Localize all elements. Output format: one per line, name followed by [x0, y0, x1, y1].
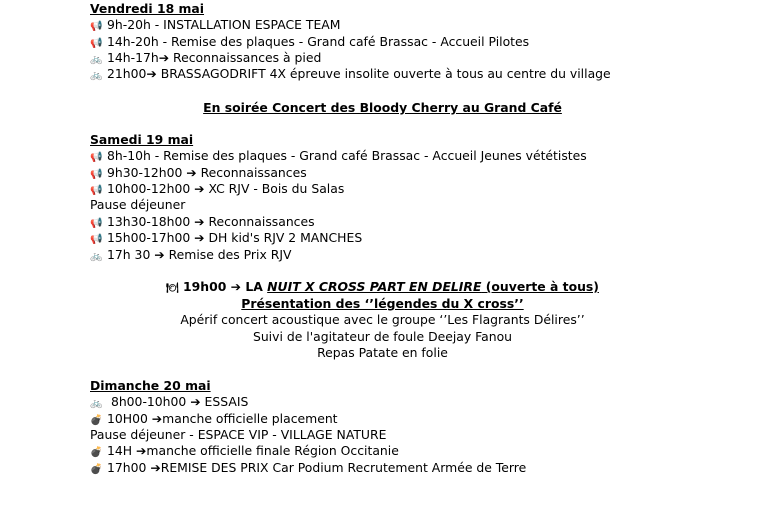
schedule-item	[90, 165, 307, 181]
megaphone-icon: 📢	[90, 38, 103, 49]
schedule-item-text: 8h-10h - Remise des plaques - Grand café Brassac - Accueil Jeunes vététistes	[107, 148, 587, 163]
schedule-item-text: 9h-20h - INSTALLATION ESPACE TEAM	[107, 17, 341, 32]
schedule-item	[90, 460, 526, 476]
plate-icon: 🍽	[166, 283, 179, 294]
megaphone-icon: 📢	[90, 21, 103, 32]
schedule-item	[90, 17, 340, 33]
bomb-icon: 💣	[90, 415, 103, 426]
schedule-item-text: 21h00➔ BRASSAGODRIFT 4X épreuve insolite ouverte à tous au centre du village	[107, 66, 611, 81]
bicycle-icon: 🚲	[90, 251, 103, 262]
schedule-item	[90, 181, 344, 197]
megaphone-icon: 📢	[90, 185, 103, 196]
night-event-title	[0, 279, 765, 295]
night-event-suffix: (ouverte à tous)	[481, 279, 599, 294]
schedule-item	[90, 247, 291, 263]
schedule-item	[90, 197, 185, 213]
night-event-line: Suivi de l'agitateur de foule Deejay Fanou	[252, 329, 513, 344]
night-event-line: Apérif concert acoustique avec le groupe ‘’Les Flagrants Délires’’	[180, 312, 585, 327]
schedule-item-text: 14h-17h➔ Reconnaissances à pied	[107, 50, 322, 65]
schedule-item-text: 17h00 ➔REMISE DES PRIX Car Podium Recrutement Armée de Terre	[107, 460, 527, 475]
bicycle-icon: 🚲	[90, 70, 103, 81]
bomb-icon: 💣	[90, 464, 103, 475]
sunday-heading: Dimanche 20 mai	[90, 378, 211, 393]
schedule-item-text: 9h30-12h00 ➔ Reconnaissances	[107, 165, 307, 180]
bicycle-icon: 🚲	[90, 54, 103, 65]
schedule-item-text: 17h 30 ➔ Remise des Prix RJV	[107, 247, 292, 262]
megaphone-icon: 📢	[90, 169, 103, 180]
megaphone-icon: 📢	[90, 234, 103, 245]
megaphone-icon: 📢	[90, 152, 103, 163]
schedule-item-text: 14h-20h - Remise des plaques - Grand café Brassac - Accueil Pilotes	[107, 34, 530, 49]
night-event-line: Repas Patate en folie	[317, 345, 448, 360]
bomb-icon: 💣	[90, 447, 103, 458]
schedule-item-text: 10H00 ➔manche officielle placement	[107, 411, 338, 426]
night-event-time: 19h00 ➔ LA	[183, 279, 268, 294]
schedule-item	[90, 394, 248, 410]
friday-evening-concert: En soirée Concert des Bloody Cherry au Grand Café	[203, 100, 562, 115]
schedule-item	[90, 34, 529, 50]
schedule-item-text: 13h30-18h00 ➔ Reconnaissances	[107, 214, 315, 229]
schedule-item	[90, 148, 587, 164]
schedule-item	[90, 214, 315, 230]
schedule-item	[90, 411, 338, 427]
night-event-name: NUIT X CROSS PART EN DELIRE	[267, 279, 482, 294]
schedule-item	[90, 66, 611, 82]
schedule-item-text: 15h00-17h00 ➔ DH kid's RJV 2 MANCHES	[107, 230, 363, 245]
megaphone-icon: 📢	[90, 218, 103, 229]
schedule-item	[90, 427, 386, 443]
schedule-item-text: Pause déjeuner - ESPACE VIP - VILLAGE NATURE	[90, 427, 387, 442]
bicycle-icon: 🚲	[90, 398, 103, 409]
night-event-presentation: Présentation des ‘’légendes du X cross’’	[241, 296, 524, 311]
schedule-item-text: 8h00-10h00 ➔ ESSAIS	[107, 394, 249, 409]
schedule-item	[90, 230, 362, 246]
schedule-item-text: 14H ➔manche officielle finale Région Occitanie	[107, 443, 399, 458]
schedule-item-text: 10h00-12h00 ➔ XC RJV - Bois du Salas	[107, 181, 345, 196]
schedule-item	[90, 443, 399, 459]
friday-heading: Vendredi 18 mai	[90, 1, 205, 16]
schedule-item-text: Pause déjeuner	[90, 197, 186, 212]
schedule-item	[90, 50, 321, 66]
saturday-heading: Samedi 19 mai	[90, 132, 194, 147]
